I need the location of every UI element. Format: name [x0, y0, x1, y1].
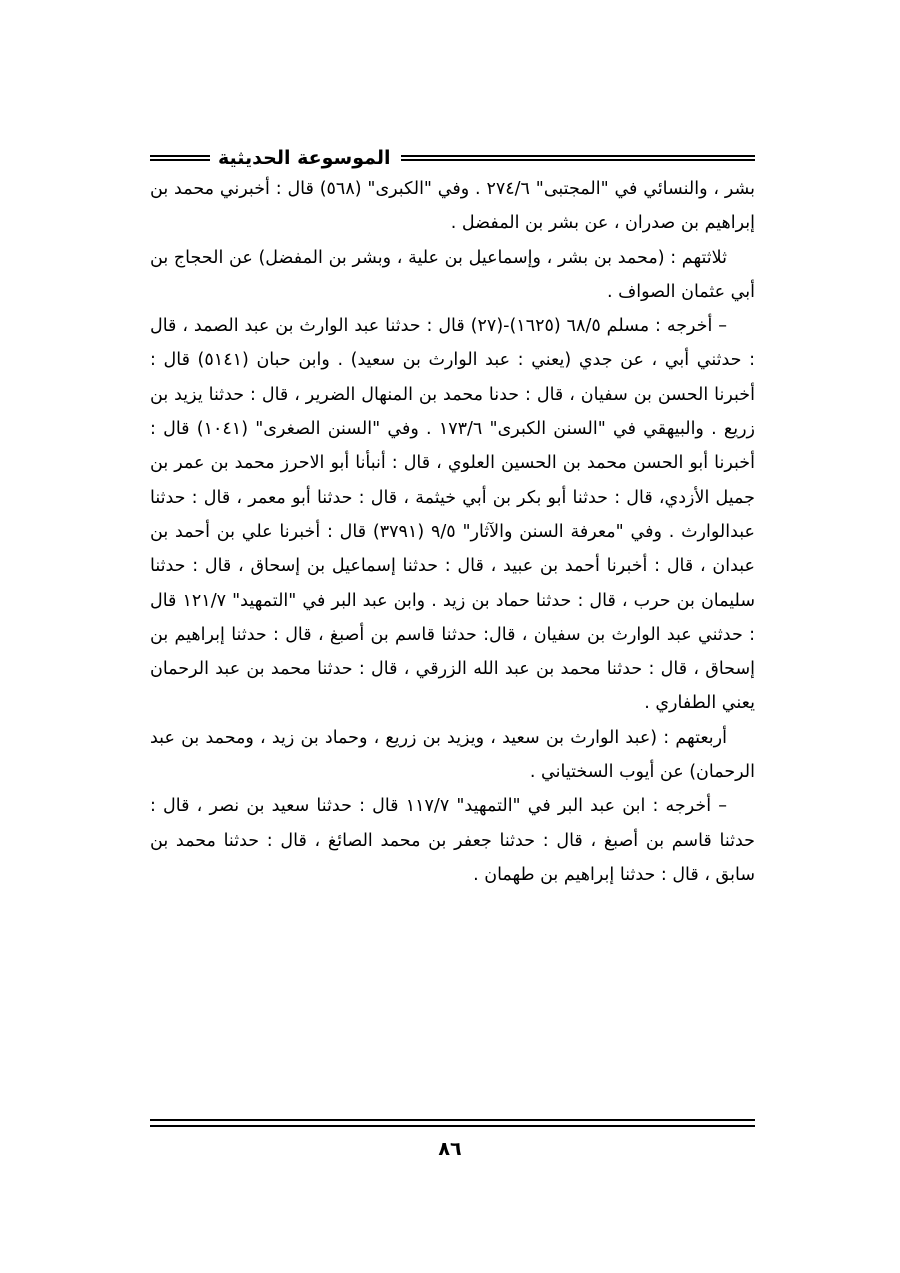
- main-text: [150, 172, 755, 892]
- header-rule-right: [401, 155, 756, 161]
- page-title: الموسوعة الحديثية: [218, 147, 391, 169]
- paragraph-3: – أخرجه : مسلم ٦٨/٥ (١٦٢٥)-(٢٧) قال : حدثنا عبد الوارث بن عبد الصمد ، قال : حدثني أبي ، عن جدي (يعني : عبد الوارث بن سعيد) . وابن حبان (٥١٤١) قال : أخبرنا الحسن بن سفيان ، قال : حدنا محمد بن المنهال الضرير ، قال : حدثنا يزيد بن زريع . والبيهقي في "السنن الكبرى" ١٧٣/٦ . وفي "السنن الصغرى" (١٠٤١) قال : أخبرنا أبو الحسن محمد بن الحسين العلوي ، قال : أنبأنا أبو الاحرز محمد بن عمر بن جميل الأزدي، قال : حدثنا أبو بكر بن أبي خيثمة ، قال : حدثنا أبو معمر ، قال : حدثنا عبدالوارث . وفي "معرفة السنن والآثار" ٩/٥ (٣٧٩١) قال : أخبرنا علي بن أحمد بن عبدان ، قال : أخبرنا أحمد بن عبيد ، قال : حدثنا إسماعيل بن إسحاق ، قال : حدثنا سليمان بن حرب ، قال : حدثنا حماد بن زيد . وابن عبد البر في "التمهيد" ١٢١/٧ قال : حدثني عبد الوارث بن سفيان ، قال: حدثنا قاسم بن أصبغ ، قال : حدثنا إبراهيم بن إسحاق ، قال : حدثنا محمد بن عبد الله الزرقي ، قال : حدثنا محمد بن عبد الرحمان يعني الطفاري .: [150, 316, 755, 714]
- paragraph-4: أربعتهم : (عبد الوارث بن سعيد ، ويزيد بن زريع ، وحماد بن زيد ، ومحمد بن عبد الرحمان) عن أيوب السختياني .: [150, 727, 755, 783]
- header-rule-left: [150, 155, 210, 161]
- paragraph-1: بشر ، والنسائي في "المجتبى" ٢٧٤/٦ . وفي "الكبرى" (٥٦٨) قال : أخبرني محمد بن إبراهيم بن صدران ، عن بشر بن المفضل .: [150, 179, 755, 234]
- paragraph-5: – أخرجه : ابن عبد البر في "التمهيد" ١١٧/٧ قال : حدثنا سعيد بن نصر ، قال : حدثنا قاسم بن أصبغ ، قال : حدثنا جعفر بن محمد الصائغ ، قال : حدثنا محمد بن سابق ، قال : حدثنا إبراهيم بن طهمان .: [150, 796, 755, 885]
- page-number: ٨٦: [438, 1138, 462, 1160]
- footer-rule: [150, 1119, 755, 1127]
- paragraph-2: ثلاثتهم : (محمد بن بشر ، وإسماعيل بن علية ، وبشر بن المفضل) عن الحجاج بن أبي عثمان الصواف .: [150, 247, 755, 302]
- page-header: [150, 145, 755, 171]
